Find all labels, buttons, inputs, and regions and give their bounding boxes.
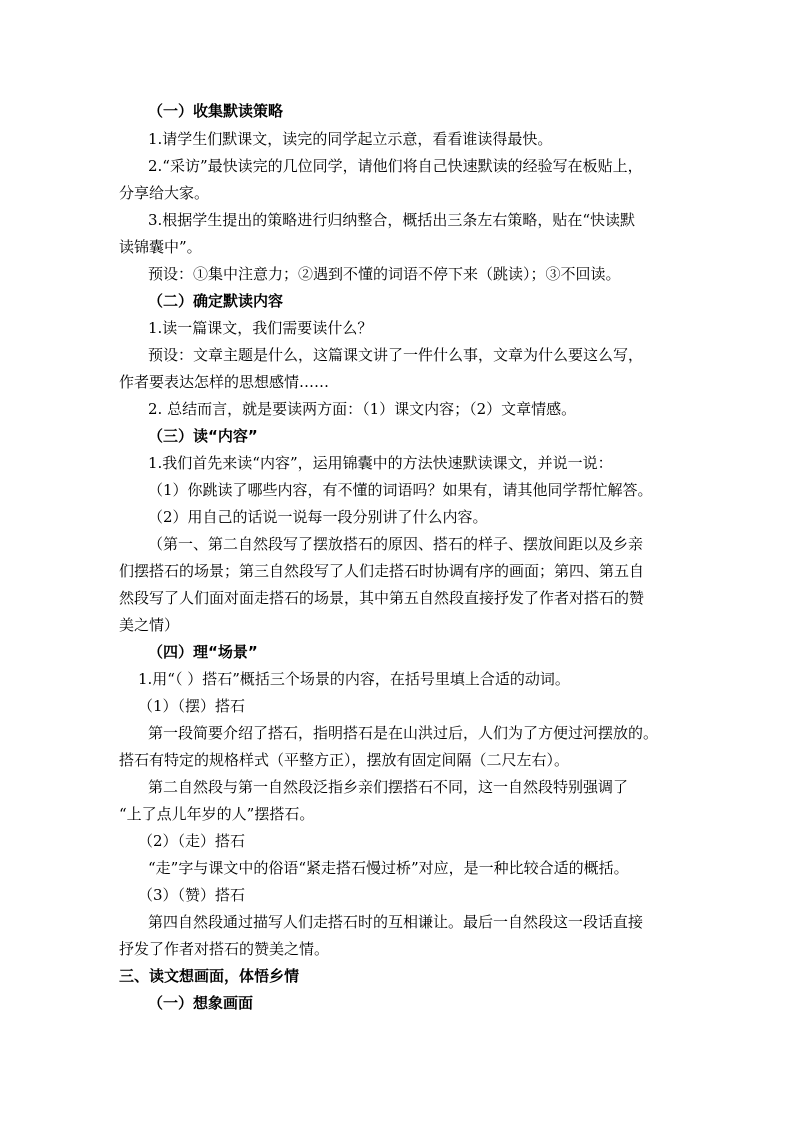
paragraph-line: 分享给大家。 bbox=[119, 184, 210, 202]
section-heading: （四）理“场景” bbox=[148, 643, 258, 661]
paragraph-line: 1.请学生们默课文，读完的同学起立示意，看看谁读得最快。 bbox=[148, 130, 553, 148]
paragraph-line: （2）（走）搭石 bbox=[138, 832, 246, 850]
paragraph-line: 作者要表达怎样的思想感情…… bbox=[119, 373, 330, 391]
chapter-heading: 三、读文想画面，体悟乡情 bbox=[119, 967, 300, 985]
paragraph-line: 读锦囊中”。 bbox=[119, 238, 202, 256]
section-heading: （三）读“内容” bbox=[148, 427, 258, 445]
paragraph-line: 2.“采访”最快读完的几位同学，请他们将自己快速默读的经验写在板贴上， bbox=[148, 157, 643, 175]
paragraph-line: （2）用自己的话说一说每一段分别讲了什么内容。 bbox=[148, 508, 488, 526]
paragraph-line: 然段写了人们面对面走搭石的场景，其中第五自然段直接抒发了作者对搭石的赞 bbox=[119, 589, 645, 607]
paragraph-line: 第四自然段通过描写人们走搭石时的互相谦让。最后一自然段这一段话直接 bbox=[148, 913, 644, 931]
section-heading: （二）确定默读内容 bbox=[148, 292, 284, 310]
paragraph-line: 第一段简要介绍了搭石，指明搭石是在山洪过后，人们为了方便过河摆放的。 bbox=[148, 724, 659, 742]
paragraph-line: 抒发了作者对搭石的赞美之情。 bbox=[119, 940, 330, 958]
paragraph-line: 第二自然段与第一自然段泛指乡亲们摆搭石不同，这一自然段特别强调了 bbox=[148, 778, 629, 796]
paragraph-line: “走”字与课文中的俗语“紧走搭石慢过桥”对应，是一种比较合适的概括。 bbox=[148, 859, 629, 877]
paragraph-line: 1.读一篇课文，我们需要读什么？ bbox=[148, 319, 373, 337]
paragraph-line: 2. 总结而言，就是要读两方面：（1）课文内容；（2）文章情感。 bbox=[148, 400, 577, 418]
paragraph-line: 搭石有特定的规格样式（平整方正），摆放有固定间隔（二尺左右）。 bbox=[119, 751, 570, 769]
paragraph-line: （第一、第二自然段写了摆放搭石的原因、搭石的样子、摆放间距以及乡亲 bbox=[148, 535, 644, 553]
paragraph-line: 3.根据学生提出的策略进行归纳整合，概括出三条左右策略，贴在“快读默 bbox=[148, 211, 635, 229]
paragraph-line: 们摆搭石的场景；第三自然段写了人们走搭石时协调有序的画面；第四、第五自 bbox=[119, 562, 645, 580]
section-heading: （一）想象画面 bbox=[148, 994, 254, 1012]
paragraph-line: （1）你跳读了哪些内容，有不懂的词语吗？如果有，请其他同学帮忙解答。 bbox=[148, 481, 653, 499]
section-heading: （一）收集默读策略 bbox=[148, 102, 284, 120]
paragraph-line: （3）（赞）搭石 bbox=[138, 886, 246, 904]
paragraph-line: 预设：文章主题是什么，这篇课文讲了一件什么事，文章为什么要这么写， bbox=[148, 346, 644, 364]
paragraph-line: 1.用“（ ）搭石”概括三个场景的内容，在括号里填上合适的动词。 bbox=[138, 670, 570, 688]
paragraph-line: （1）（摆）搭石 bbox=[138, 697, 246, 715]
paragraph-line: “上了点儿年岁的人”摆搭石。 bbox=[119, 805, 315, 823]
paragraph-line: 美之情） bbox=[119, 616, 180, 634]
paragraph-line: 1.我们首先来读“内容”，运用锦囊中的方法快速默读课文，并说一说： bbox=[148, 454, 613, 472]
paragraph-line: 预设：①集中注意力；②遇到不懂的词语不停下来（跳读）；③不回读。 bbox=[148, 265, 621, 283]
